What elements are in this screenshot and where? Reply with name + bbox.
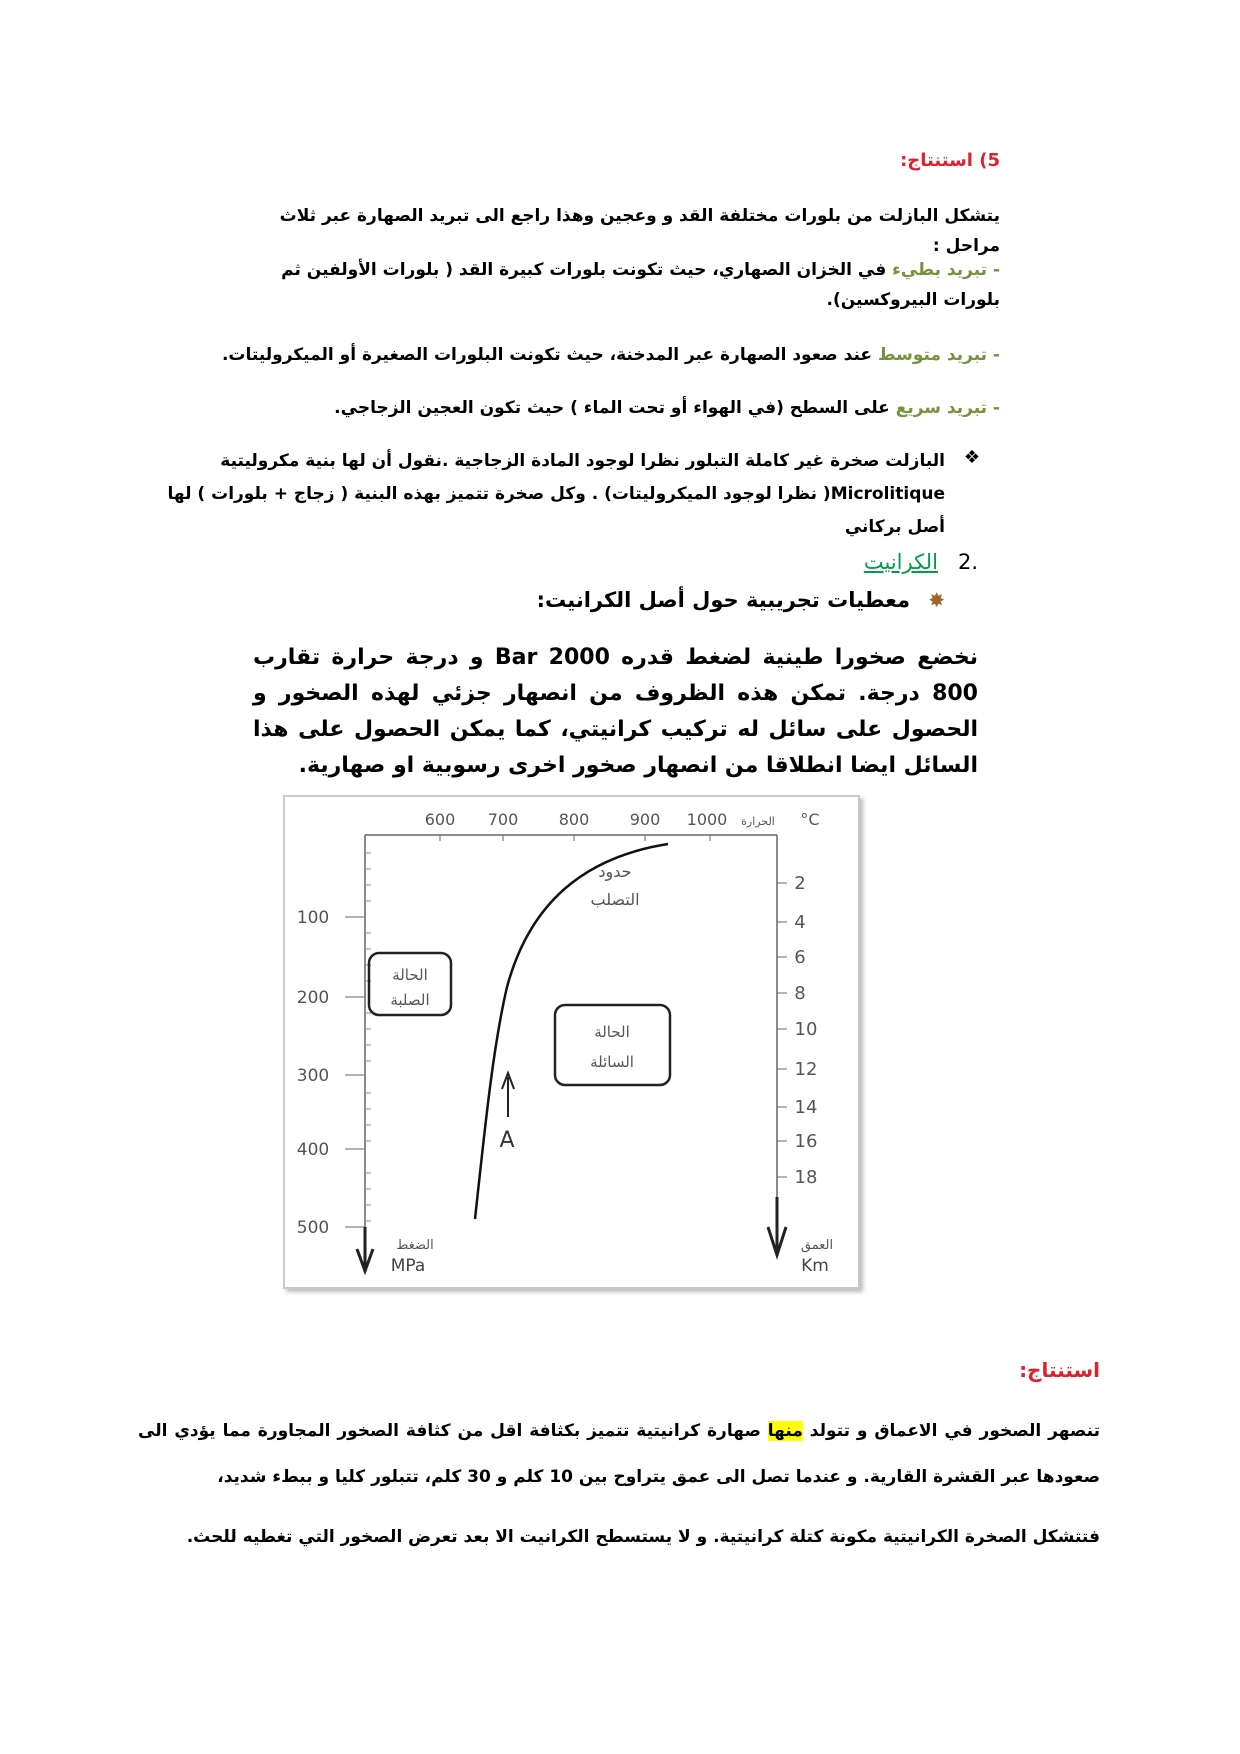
temp-label-600: 600 (424, 810, 456, 829)
depth-axis-label: العمق (800, 1238, 834, 1253)
basalt-bullet: البازلت صخرة غير كاملة التبلور نظرا لوجود المادة الزجاجية .نقول أن لها بنية مكروليتية Microlitique( نظرا لوجود الميكروليتات) . وكل صخرة تتميز بهذه البنية ( زجاج + بلورات ) لها أصل بركاني (167, 451, 945, 537)
pressure-label-100: 100 (296, 908, 330, 928)
section2-subtitle: معطيات تجريبية حول أصل الكرانيت: (536, 588, 910, 612)
temp-label-900: 900 (629, 810, 661, 829)
pressure-label-200: 200 (296, 988, 330, 1008)
stage-fast-text: على السطح (في الهواء أو تحت الماء ) حيث تكون العجين الزجاجي. (334, 398, 896, 418)
depth-down-arrow-icon (768, 1197, 786, 1255)
solid-state-line1: الحالة (392, 966, 428, 984)
temp-unit: °C (800, 810, 820, 829)
conclusion-paragraph-1 (138, 1408, 1100, 1500)
section2-number: .2 (957, 550, 978, 574)
solidus-label-line2: التصلب (590, 890, 640, 909)
granite-experiment-paragraph: نخضع صخورا طينية لضغط قدره 2000 Bar و درجة حرارة تقارب 800 درجة. تمكن هذه الظروف من انصهار جزئي لهذه الصخور و الحصول على سائل له تركيب كرانيتي، كما يمكن الحصول على هذا السائل ايضا انطلاقا من انصهار صخور اخرى رسوبية او صهارية. (253, 645, 978, 778)
pressure-label-400: 400 (296, 1140, 330, 1160)
section5-number: 5) (979, 150, 1000, 171)
liquid-state-line1: الحالة (594, 1023, 630, 1041)
solidus-diagram (283, 795, 860, 1289)
bullet-diamond-icon: ❖ (963, 447, 980, 468)
conclusion-p1-part-b: صهارة كرانيتية تتميز بكثافة اقل من كثافة الصخور المجاورة مما يؤدي الى صعودها عبر القشرة القارية. و عندما تصل الى عمق يتراوح بين 10 كلم و 30 كلم، تتبلور كليا و ببطء شديد، (138, 1421, 1100, 1487)
liquid-state-box (555, 1005, 670, 1085)
depth-label-6: 6 (794, 947, 806, 968)
depth-label-16: 16 (794, 1131, 818, 1152)
pressure-down-arrow-icon (357, 1227, 373, 1271)
conclusion-heading: استنتاج: (1019, 1358, 1100, 1382)
depth-label-8: 8 (794, 983, 806, 1004)
pressure-label-500: 500 (296, 1218, 330, 1238)
depth-unit: Km (801, 1256, 829, 1276)
section5-heading (900, 150, 1000, 171)
depth-label-10: 10 (794, 1019, 818, 1040)
depth-label-2: 2 (794, 873, 806, 894)
stage-medium-text: عند صعود الصهارة عبر المدخنة، حيث تكونت البلورات الصغيرة أو الميكروليتات. (221, 345, 878, 365)
section2-heading (864, 550, 978, 574)
star-bullet-icon: ✸ (928, 588, 945, 612)
section2-title: الكرانيت (863, 550, 938, 574)
pressure-minor-ticks (365, 853, 371, 1221)
highlighted-word: منها (767, 1421, 803, 1441)
conclusion-p1-part-a: تنصهر الصخور في الاعماق و تتولد (802, 1421, 1100, 1441)
solidus-label-line1: حدود (598, 862, 632, 881)
stage-slow (220, 255, 1000, 315)
liquid-state-line2: السائلة (590, 1053, 634, 1071)
depth-label-4: 4 (794, 912, 806, 933)
temp-label-1000: 1000 (686, 810, 728, 829)
diagram-svg (285, 797, 858, 1287)
up-arrow-icon (502, 1073, 514, 1117)
temp-label-700: 700 (487, 810, 519, 829)
pressure-axis-label: الضغط (396, 1238, 434, 1253)
temp-label-800: 800 (558, 810, 590, 829)
depth-label-12: 12 (794, 1059, 818, 1080)
stage-slow-label: - تبريد بطيء (892, 260, 1000, 280)
pressure-label-300: 300 (296, 1066, 330, 1086)
depth-label-18: 18 (794, 1167, 818, 1188)
conclusion-paragraph-2: فتتشكل الصخرة الكرانيتية مكونة كتلة كرانيتية. و لا يستسطح الكرانيت الا بعد تعرض الصخور التي تغطيه للحث. (186, 1527, 1100, 1547)
stage-fast (200, 393, 1000, 423)
pressure-unit: MPa (390, 1256, 426, 1276)
section5-intro: يتشكل البازلت من بلورات مختلفة القد و وعجين وهذا راجع الى تبريد الصهارة عبر ثلاث مراحل : (279, 206, 1000, 256)
section5-title: استنتاج: (900, 150, 973, 171)
solid-state-line2: الصلبة (390, 991, 430, 1009)
stage-medium-label: - تبريد متوسط (877, 345, 1000, 365)
stage-fast-label: - تبريد سريع (895, 398, 1000, 418)
point-a-label: A (499, 1128, 515, 1153)
temp-axis-label: الحرارة (741, 815, 775, 828)
stage-slow-text: في الخزان الصهاري، حيث تكونت بلورات كبيرة القد ( بلورات الأولفين ثم بلورات البيروكسين). (281, 260, 1000, 310)
depth-label-14: 14 (794, 1097, 818, 1118)
stage-medium (200, 340, 1000, 370)
